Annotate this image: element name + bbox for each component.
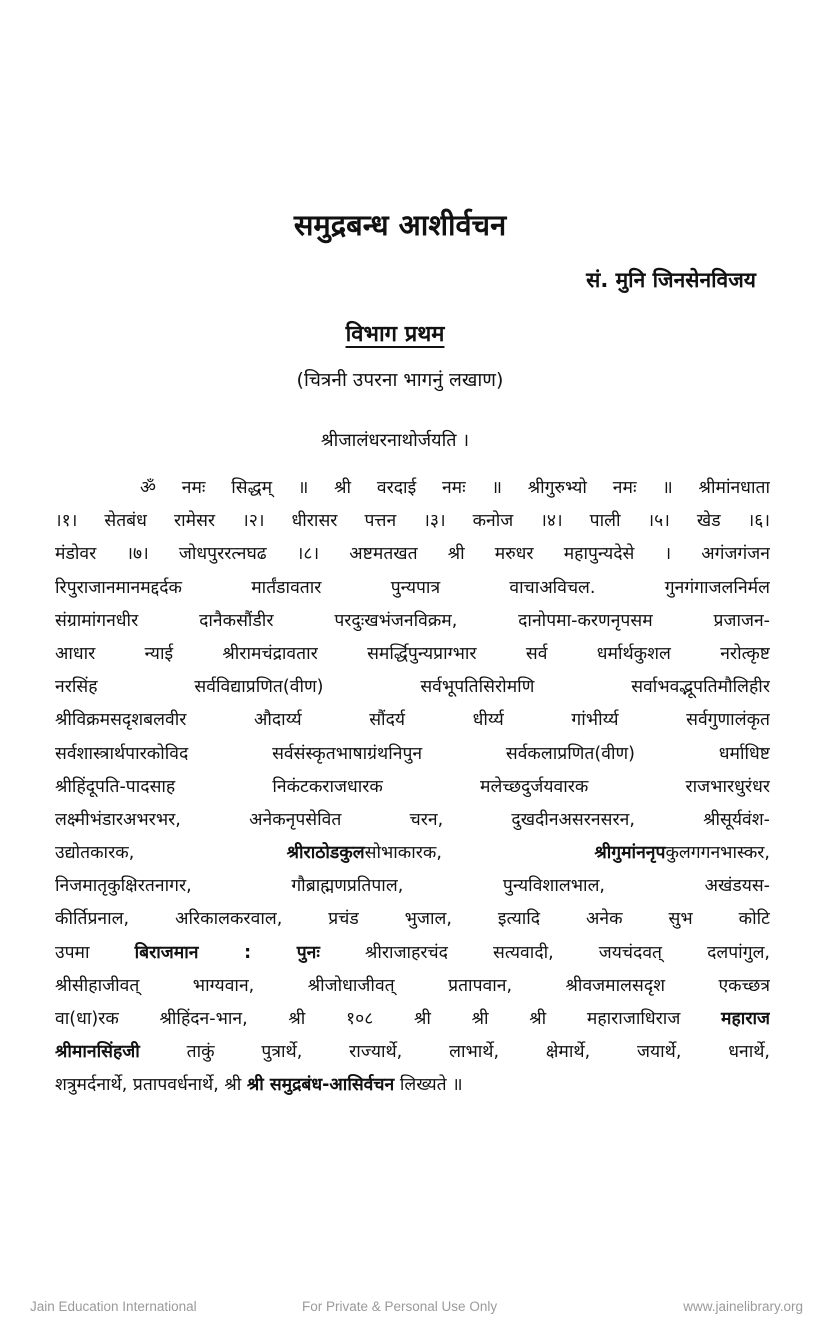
text-segment: संग्रामांगनधीर दानैकसौंडीर परदुःखभंजनविक्रम, दानोपमा-करणनृपसम प्रजाजन- — [55, 610, 770, 631]
footer-left: Jain Education International — [30, 1299, 197, 1314]
body-line — [55, 671, 770, 704]
footer-right: www.jainelibrary.org — [683, 1299, 803, 1314]
bold-text: श्री समुद्रबंध-आसिर्वचन — [246, 1075, 395, 1096]
body-line — [55, 505, 770, 538]
body-line — [55, 771, 770, 804]
body-line — [55, 472, 770, 505]
body-line — [55, 638, 770, 671]
text-segment: कीर्तिप्रनाल, अरिकालकरवाल, प्रचंड भुजाल, इत्यादि अनेक सुभ कोटि — [55, 909, 770, 930]
text-segment: उपमा — [55, 942, 135, 963]
text-segment: वा(धा)रक श्रीहिंदन-भान, श्री १०८ श्री श्री श्री महाराजाधिराज — [55, 1009, 722, 1029]
text-segment: कुलगगनभास्कर, — [665, 843, 770, 864]
page-title: समुद्रबन्ध आशीर्वचन — [293, 208, 507, 242]
text-segment: शत्रुमर्दनार्थे, प्रतापवर्धनार्थे, श्री — [55, 1075, 247, 1096]
body-line — [55, 605, 770, 638]
text-segment: श्रीराजाहरचंद सत्यवादी, जयचंदवत् दलपांगुल, — [319, 942, 770, 963]
text-segment: ॐ नमः सिद्धम् ॥ श्री वरदाई नमः ॥ श्रीगुरुभ्यो नमः ॥ श्रीमांनधाता — [140, 478, 770, 498]
body-text — [55, 472, 770, 1103]
text-segment: सर्वशास्त्रार्थपारकोविद सर्वसंस्कृतभाषाग्रंथनिपुन सर्वकलाप्रणित(वीण) धर्माधिष्ट — [55, 743, 770, 764]
text-segment: उद्योतकारक, — [55, 843, 287, 864]
text-segment: मंडोवर ।७। जोधपुररत्नघढ ।८। अष्टमतखत श्री मरुधर महापुन्यदेसे । अगंजगंजन — [55, 544, 770, 565]
section-subtitle: (चित्रनी उपरना भागनुं लखाण) — [296, 369, 504, 391]
text-segment: आधार न्याई श्रीरामचंद्रावतार समर्द्धिपुन्यप्राग्भार सर्व धर्मार्थकुशल नरोत्कृष्ट — [55, 643, 770, 664]
text-segment: सोभाकारक, — [364, 843, 595, 864]
body-line — [55, 538, 770, 571]
invocation: श्रीजालंधरनाथोर्जयति । — [320, 430, 470, 451]
body-line — [55, 738, 770, 771]
section-heading-text: विभाग प्रथम — [345, 322, 445, 347]
text-segment: लक्ष्मीभंडारअभरभर, अनेकनृपसेवित चरन, दुखदीनअसरनसरन, श्रीसूर्यवंश- — [55, 809, 770, 830]
body-line — [55, 572, 770, 605]
body-line — [55, 937, 770, 970]
section-heading — [0, 318, 790, 348]
text-segment: श्रीसीहाजीवत् भाग्यवान, श्रीजोधाजीवत् प्रतापवान, श्रीवजमालसदृश एकच्छत्र — [55, 975, 770, 996]
text-segment: ताकुं पुत्रार्थे, राज्यार्थे, लाभार्थे, क्षेमार्थे, जयार्थे, धनार्थे, — [139, 1042, 770, 1063]
body-line — [55, 1036, 770, 1069]
body-line — [55, 970, 770, 1003]
body-line — [55, 804, 770, 837]
body-line — [55, 870, 770, 903]
text-segment: निजमातृकुक्षिरतनागर, गौब्राह्मणप्रतिपाल, पुन्यविशालभाल, अखंडयस- — [55, 876, 770, 897]
body-line — [55, 837, 770, 870]
bold-text: श्रीराठोडकुल — [286, 843, 365, 864]
text-segment: नरसिंह सर्वविद्याप्रणित(वीण) सर्वभूपतिसिरोमणि सर्वाभवद्भूपतिमौलिहीर — [55, 677, 770, 698]
text-segment: श्रीविक्रमसदृशबलवीर औदार्य्य सौंदर्य धीर्य्य गांभीर्य्य सर्वगुणालंकृत — [55, 710, 770, 731]
text-segment: रिपुराजानमानमद्दर्दक मार्तंडावतार पुन्यपात्र वाचाअविचल. गुनगंगाजलनिर्मल — [55, 577, 770, 598]
bold-text: श्रीगुमांननृप — [594, 843, 666, 864]
body-line — [55, 903, 770, 936]
text-segment: श्रीहिंदूपति-पादसाह निकंटकराजधारक मलेच्छदुर्जयवारक राजभारधुरंधर — [55, 776, 770, 797]
author-credit: सं. मुनि जिनसेनविजय — [586, 268, 756, 292]
text-segment: ।१। सेतबंध रामेसर ।२। धीरासर पत्तन ।३। कनोज ।४। पाली ।५। खेड ।६। — [55, 511, 770, 532]
bold-text: श्रीमानसिंहजी — [55, 1042, 140, 1063]
footer-center: For Private & Personal Use Only — [302, 1299, 498, 1314]
bold-text: महाराज — [721, 1009, 770, 1029]
body-line — [55, 704, 770, 737]
body-line — [55, 1069, 770, 1102]
body-line — [55, 1003, 770, 1036]
bold-text: बिराजमान : पुनः — [134, 942, 320, 963]
text-segment: लिख्यते ॥ — [394, 1075, 463, 1096]
